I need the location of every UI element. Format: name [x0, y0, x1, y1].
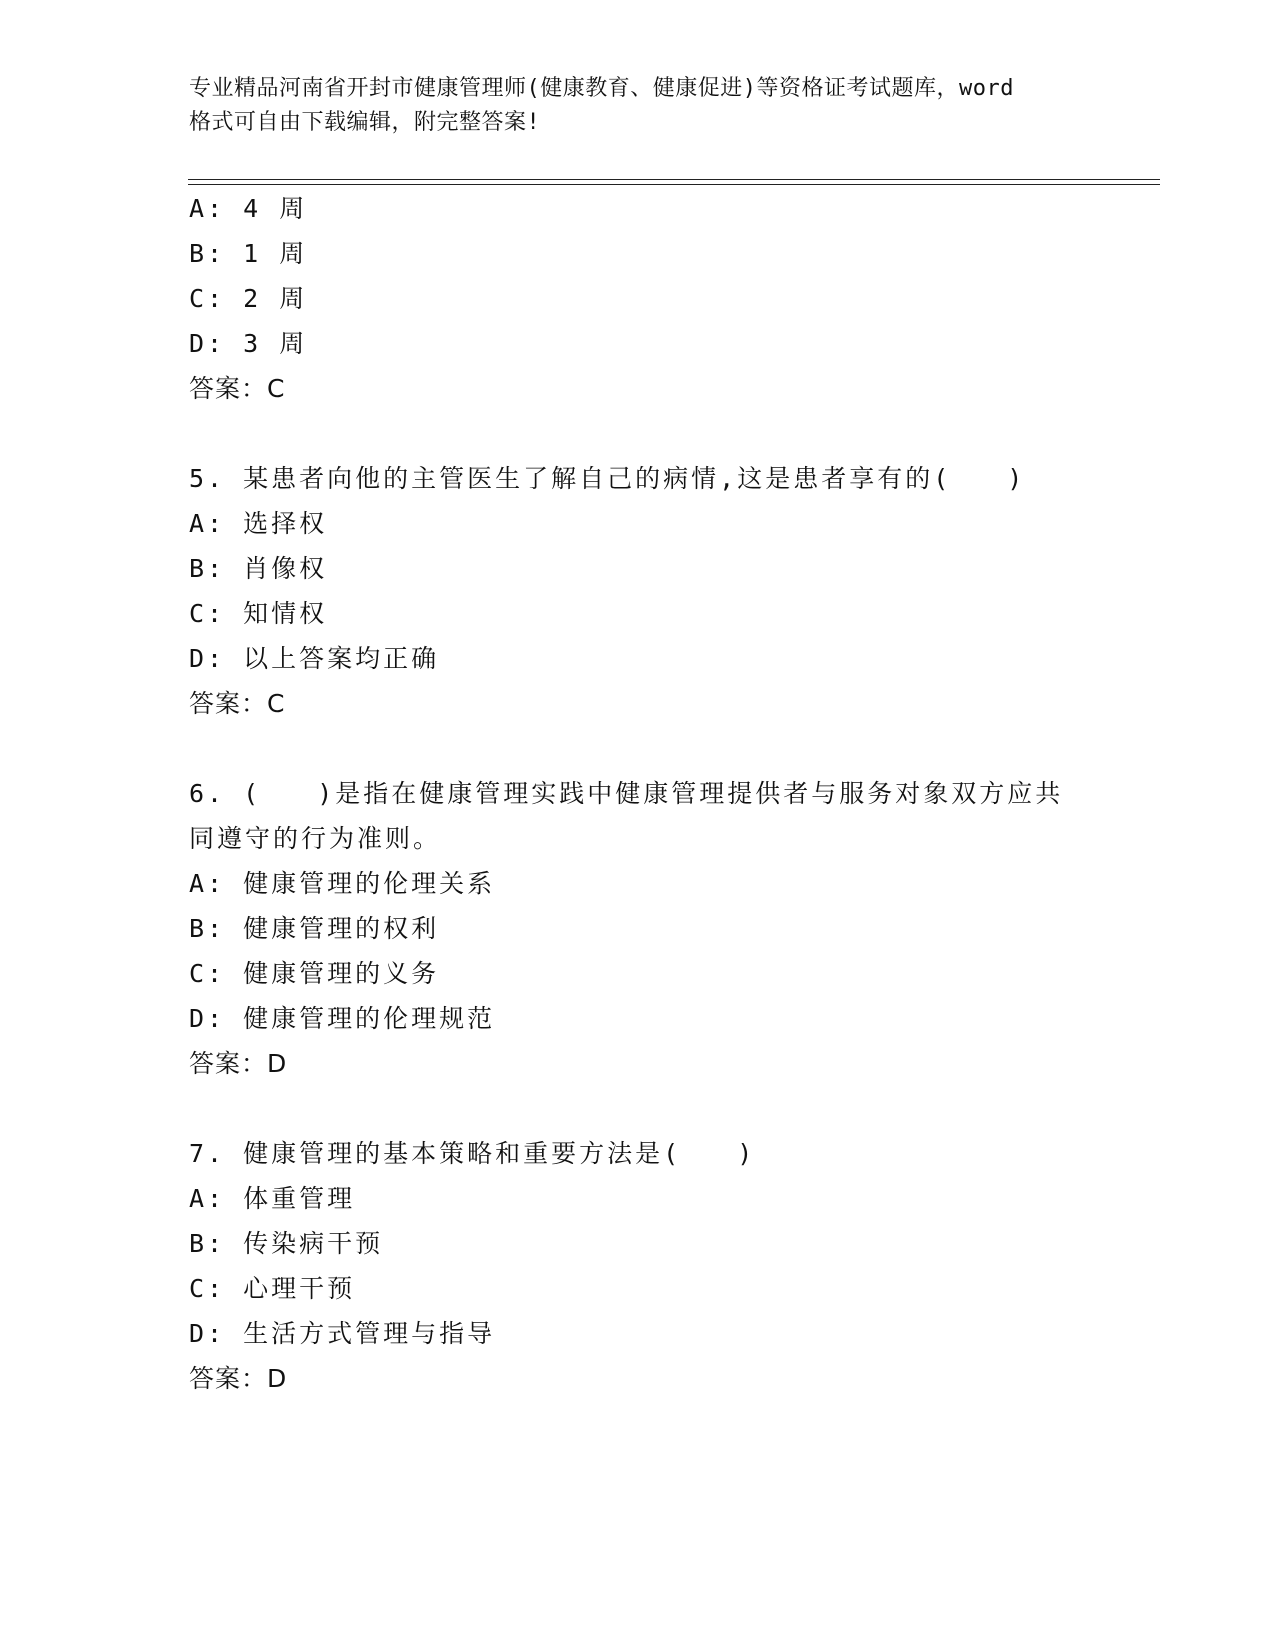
q7-option-b: B: 传染病干预 [189, 1229, 384, 1258]
q7-option-d: D: 生活方式管理与指导 [189, 1319, 496, 1348]
q5-option-d: D: 以上答案均正确 [189, 644, 440, 673]
q5-option-a: A: 选择权 [189, 509, 328, 538]
q6-option-c: C: 健康管理的义务 [189, 959, 440, 988]
q4-option-c: C: 2 周 [189, 284, 308, 313]
q6-stem-line-2: 同遵守的行为准则。 [189, 824, 442, 853]
q6-answer: 答案：D [189, 1049, 288, 1078]
q7-option-a: A: 体重管理 [189, 1184, 356, 1213]
q7-answer: 答案：D [189, 1364, 288, 1393]
q4-option-b: B: 1 周 [189, 239, 308, 268]
q6-option-a: A: 健康管理的伦理关系 [189, 869, 496, 898]
q4-option-d: D: 3 周 [189, 329, 308, 358]
q6-option-d: D: 健康管理的伦理规范 [189, 1004, 496, 1033]
q7-option-c: C: 心理干预 [189, 1274, 356, 1303]
header-line-1: 专业精品河南省开封市健康管理师(健康教育、健康促进)等资格证考试题库，word [189, 76, 1014, 101]
q4-option-a: A: 4 周 [189, 194, 308, 223]
q5-option-b: B: 肖像权 [189, 554, 328, 583]
q4-answer: 答案：C [189, 374, 286, 403]
q5-option-c: C: 知情权 [189, 599, 328, 628]
q7-stem: 7. 健康管理的基本策略和重要方法是( ) [189, 1139, 756, 1168]
document-header [189, 72, 1089, 140]
header-line-2: 格式可自由下载编辑，附完整答案! [189, 110, 541, 135]
q5-answer: 答案：C [189, 689, 286, 718]
q5-stem: 5. 某患者向他的主管医生了解自己的病情,这是患者享有的( ) [189, 464, 1026, 493]
header-divider-bottom [188, 184, 1160, 185]
q6-stem-line-1: 6. ( )是指在健康管理实践中健康管理提供者与服务对象双方应共 [189, 779, 1064, 808]
header-divider-top [188, 179, 1160, 180]
q6-option-b: B: 健康管理的权利 [189, 914, 440, 943]
